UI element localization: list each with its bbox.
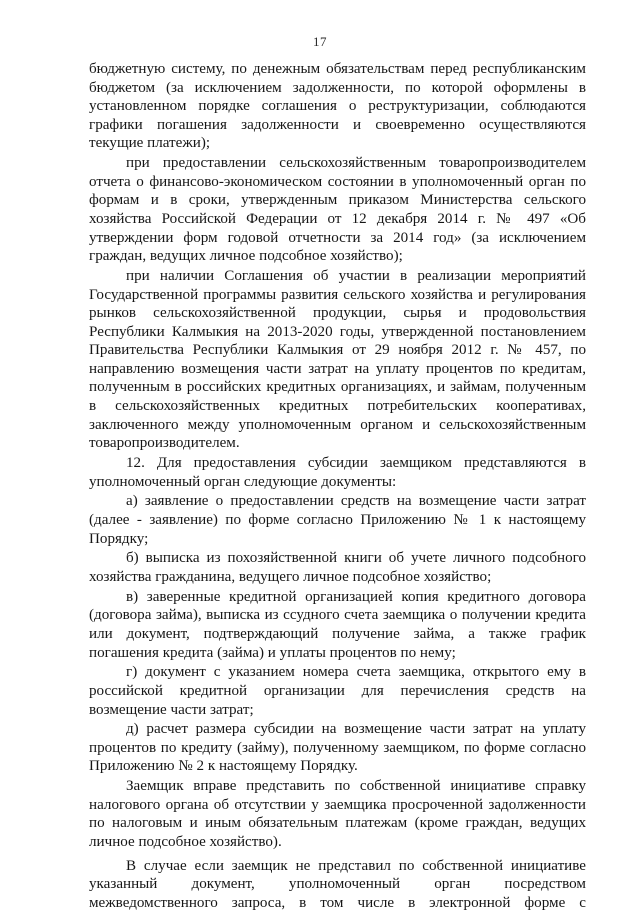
paragraph-financial-report: при предоставлении сельскохозяйственным товаропроизводителем отчета о финансово-экономическом состоянии в уполномоченный орган по формам и в сроки, утвержденным приказом Министерства сельского хозяйства Российской Федерации от 12 декабря 2014 г. № 497 «Об утверждении форм годовой отчетности за 2014 год» (за исключением граждан, ведущих личное подсобное хозяйство);: [89, 155, 586, 265]
paragraph-item-12: 12. Для предоставления субсидии заемщиком представляются в уполномоченный орган следующие документы:: [89, 455, 586, 490]
list-item-g: г) документ с указанием номера счета заемщика, открытого ему в российской кредитной организации для перечисления средств на возмещение части затрат;: [89, 664, 586, 718]
list-item-b: б) выписка из похозяйственной книги об учете личного подсобного хозяйства гражданина, ведущего личное подсобное хозяйство;: [89, 550, 586, 585]
paragraph-tax-certificate: Заемщик вправе представить по собственной инициативе справку налогового органа об отсутствии у заемщика просроченной задолженности по налоговым и иным обязательным платежам (кроме граждан, ведущих личное подсобное хозяйство).: [89, 778, 586, 851]
page-number: 17: [313, 34, 327, 49]
paragraph-participation-agreement: при наличии Соглашения об участии в реализации мероприятий Государственной программы развития сельского хозяйства и регулирования рынков сельскохозяйственной продукции, сырья и продовольствия Республики Калмыкия на 2013-2020 годы, утвержденной постановлением Правительства Республики Калмыкия от 29 ноября 2012 г. № 457, по направлению возмещения части затрат на уплату процентов по кредитам, полученным в российских кредитных организациях, и займам, полученным в сельскохозяйственных кредитных потребительских кооперативах, заключенного между уполномоченным органом и сельскохозяйственным товаропроизводителем.: [89, 267, 586, 452]
list-item-a: а) заявление о предоставлении средств на возмещение части затрат (далее - заявление) по форме согласно Приложению № 1 к настоящему Порядку;: [89, 493, 586, 547]
list-item-v: в) заверенные кредитной организацией копия кредитного договора (договора займа), выписка из ссудного счета заемщика о получении кредита или документ, подтверждающий получение займа, а также график погашения кредита (займа) и уплаты процентов по нему;: [89, 588, 586, 661]
paragraph-interagency-request: В случае если заемщик не представил по собственной инициативе указанный документ, уполномоченный орган посредством межведомственного запроса, в том числе в электронной форме с: [89, 857, 586, 911]
list-item-d: д) расчет размера субсидии на возмещение части затрат на уплату процентов по кредиту (займу), полученному заемщиком, по форме согласно Приложению № 2 к настоящему Порядку.: [89, 721, 586, 775]
document-body: [89, 60, 586, 914]
paragraph-budget-obligations: бюджетную систему, по денежным обязательствам перед республиканским бюджетом (за исключением задолженности, по которой оформлены в установленном порядке соглашения о реструктуризации, соблюдаются графики погашения задолженности и своевременно осуществляются текущие платежи);: [89, 61, 586, 152]
